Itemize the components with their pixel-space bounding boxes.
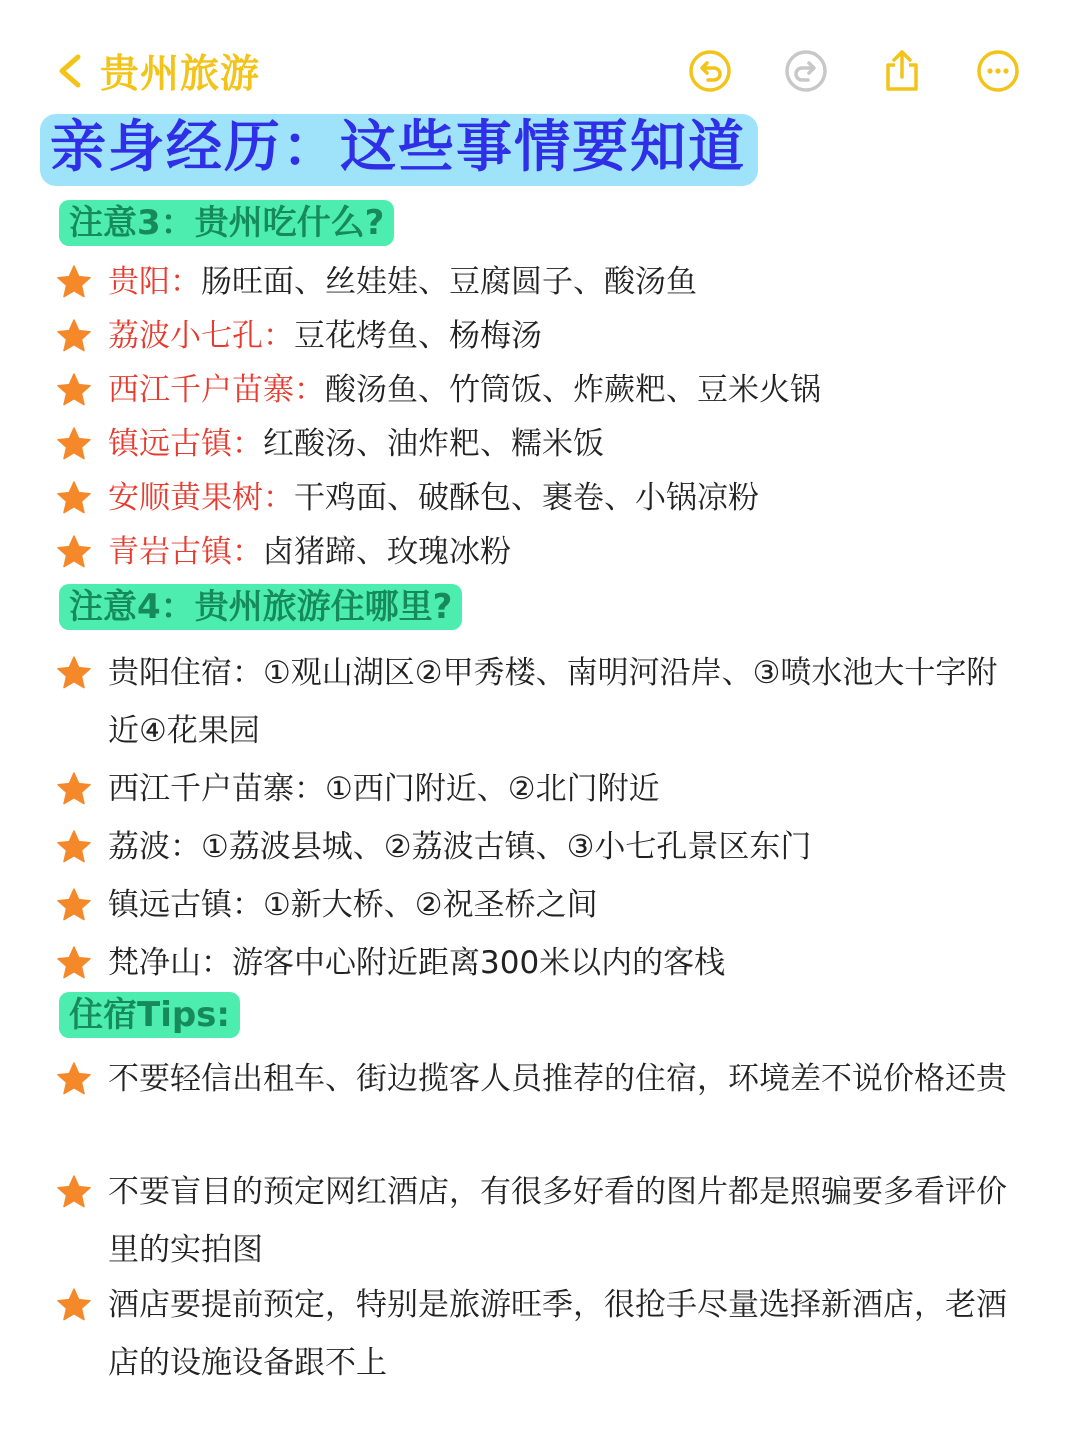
food-list: 卤猪蹄、玫瑰冰粉 xyxy=(263,534,511,570)
star-icon xyxy=(56,372,92,408)
star-icon xyxy=(56,945,92,981)
list-item-text: 荔波：①荔波县城、②荔波古镇、③小七孔景区东门 xyxy=(108,829,812,865)
place-name: 荔波小七孔： xyxy=(108,318,294,354)
list-item xyxy=(56,644,1020,760)
list-item xyxy=(56,1050,1020,1108)
star-icon xyxy=(56,829,92,865)
redo-icon xyxy=(784,49,828,93)
page-title: 亲身经历：这些事情要知道 xyxy=(40,114,758,186)
list-item-text: 镇远古镇：①新大桥、②祝圣桥之间 xyxy=(108,887,598,923)
star-icon xyxy=(56,1174,92,1210)
place-name: 西江千户苗寨： xyxy=(108,372,325,408)
list-item-text: 贵阳住宿：①观山湖区②甲秀楼、南明河沿岸、③喷水池大十字附近④花果园 xyxy=(108,655,998,749)
more-icon xyxy=(976,49,1020,93)
place-name: 镇远古镇： xyxy=(108,426,263,462)
redo-button[interactable] xyxy=(784,49,828,93)
star-icon xyxy=(56,771,92,807)
list-item-text: 西江千户苗寨：①西门附近、②北门附近 xyxy=(108,771,660,807)
star-icon xyxy=(56,264,92,300)
list-item xyxy=(56,253,1020,311)
food-list: 干鸡面、破酥包、裹卷、小锅凉粉 xyxy=(294,480,759,516)
list-item xyxy=(56,760,1020,818)
list-item xyxy=(56,876,1020,934)
list-item xyxy=(56,361,1020,419)
star-icon xyxy=(56,318,92,354)
food-list: 红酸汤、油炸粑、糯米饭 xyxy=(263,426,604,462)
chevron-left-icon xyxy=(52,51,88,91)
undo-button[interactable] xyxy=(688,49,732,93)
list-item-text: 酒店要提前预定，特别是旅游旺季，很抢手尽量选择新酒店，老酒店的设施设备跟不上 xyxy=(108,1287,1007,1381)
undo-icon xyxy=(688,49,732,93)
title-wrap xyxy=(40,114,758,186)
star-icon xyxy=(56,534,92,570)
food-list: 豆花烤鱼、杨梅汤 xyxy=(294,318,542,354)
place-name: 青岩古镇： xyxy=(108,534,263,570)
place-name: 贵阳： xyxy=(108,264,201,300)
list-item xyxy=(56,469,1020,527)
star-icon xyxy=(56,426,92,462)
food-list: 肠旺面、丝娃娃、豆腐圆子、酸汤鱼 xyxy=(201,264,697,300)
section-tag-tips: 住宿Tips: xyxy=(59,992,240,1038)
star-icon xyxy=(56,480,92,516)
food-list: 酸汤鱼、竹筒饭、炸蕨粑、豆米火锅 xyxy=(325,372,821,408)
place-name: 安顺黄果树： xyxy=(108,480,294,516)
star-icon xyxy=(56,1287,92,1323)
list-item xyxy=(56,818,1020,876)
back-label: 贵州旅游 xyxy=(100,52,261,97)
star-icon xyxy=(56,887,92,923)
back-button[interactable] xyxy=(52,43,260,99)
star-icon xyxy=(56,655,92,691)
nav-bar xyxy=(52,38,1020,104)
section-tag-food: 注意3：贵州吃什么? xyxy=(59,200,394,246)
list-item xyxy=(56,1276,1020,1392)
nav-actions xyxy=(688,49,1020,93)
share-icon xyxy=(880,49,924,93)
list-item xyxy=(56,523,1020,581)
section-tag-stay: 注意4：贵州旅游住哪里? xyxy=(59,584,462,630)
list-item-text: 不要盲目的预定网红酒店，有很多好看的图片都是照骗要多看评价里的实拍图 xyxy=(108,1174,1007,1268)
star-icon xyxy=(56,1061,92,1097)
list-item xyxy=(56,415,1020,473)
more-button[interactable] xyxy=(976,49,1020,93)
list-item xyxy=(56,934,1020,992)
list-item xyxy=(56,307,1020,365)
list-item-text: 不要轻信出租车、街边揽客人员推荐的住宿，环境差不说价格还贵 xyxy=(108,1061,1007,1097)
list-item-text: 梵净山：游客中心附近距离300米以内的客栈 xyxy=(108,945,726,981)
share-button[interactable] xyxy=(880,49,924,93)
list-item xyxy=(56,1163,1020,1279)
